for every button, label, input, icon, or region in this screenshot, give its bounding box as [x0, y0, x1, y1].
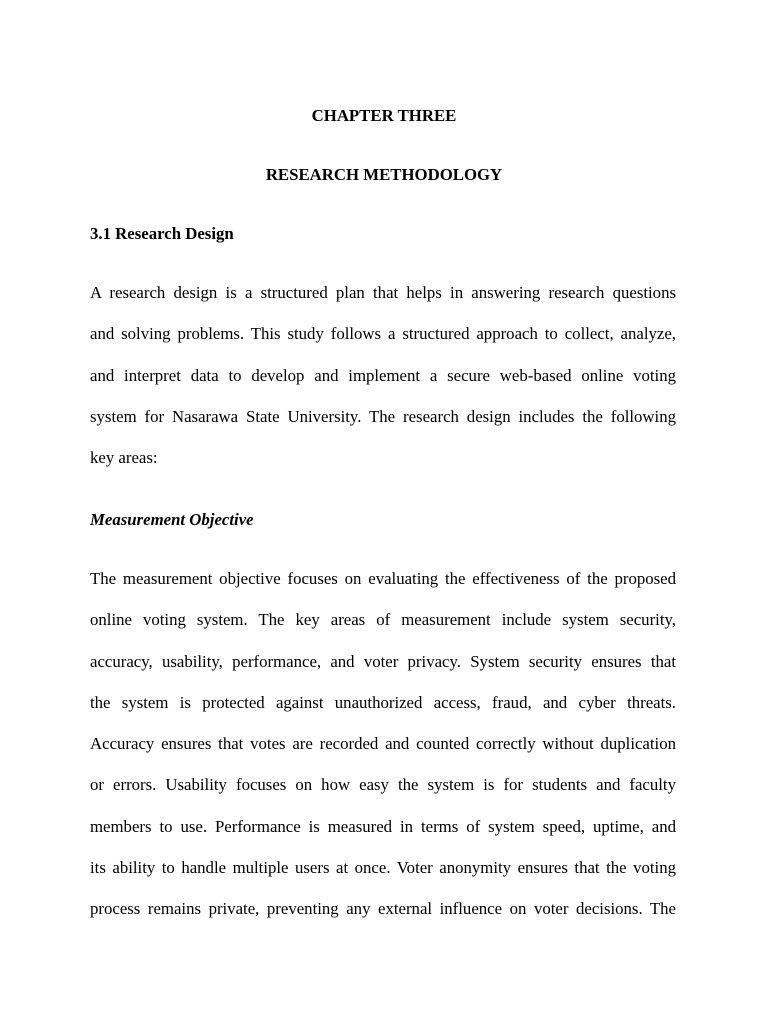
- paragraph-line: key areas:: [90, 448, 158, 468]
- paragraph-line: its ability to handle multiple users at once. Voter anonymity ensures that the voting: [90, 858, 676, 878]
- paragraph-line: accuracy, usability, performance, and voter privacy. System security ensures that: [90, 651, 676, 671]
- measurement-objective-paragraph: [90, 569, 676, 941]
- paragraph-line: A research design is a structured plan that helps in answering research questions: [90, 283, 676, 302]
- paragraph-line: process remains private, preventing any external influence on voter decisions. The: [90, 899, 676, 919]
- subsection-heading: 3.1 Research Design: [90, 224, 234, 243]
- paragraph-line: and solving problems. This study follows a structured approach to collect, analyze,: [90, 324, 676, 344]
- paragraph-line: the system is protected against unauthorized access, fraud, and cyber threats.: [90, 692, 676, 712]
- measurement-objective-heading: Measurement Objective: [90, 510, 254, 529]
- paragraph-line: system for Nasarawa State University. The research design includes the following: [90, 406, 676, 426]
- paragraph-line: or errors. Usability focuses on how easy the system is for students and faculty: [90, 775, 676, 795]
- paragraph-line: online voting system. The key areas of measurement include system security,: [90, 610, 676, 630]
- paragraph-line: The measurement objective focuses on evaluating the effectiveness of the proposed: [90, 569, 676, 588]
- chapter-title: CHAPTER THREE: [311, 106, 457, 125]
- paragraph-line: members to use. Performance is measured in terms of system speed, uptime, and: [90, 816, 676, 836]
- paragraph-line: Accuracy ensures that votes are recorded and counted correctly without duplication: [90, 734, 676, 754]
- section-title: RESEARCH METHODOLOGY: [265, 165, 503, 184]
- research-design-paragraph: [90, 283, 676, 489]
- paragraph-line: and interpret data to develop and implement a secure web-based online voting: [90, 365, 676, 385]
